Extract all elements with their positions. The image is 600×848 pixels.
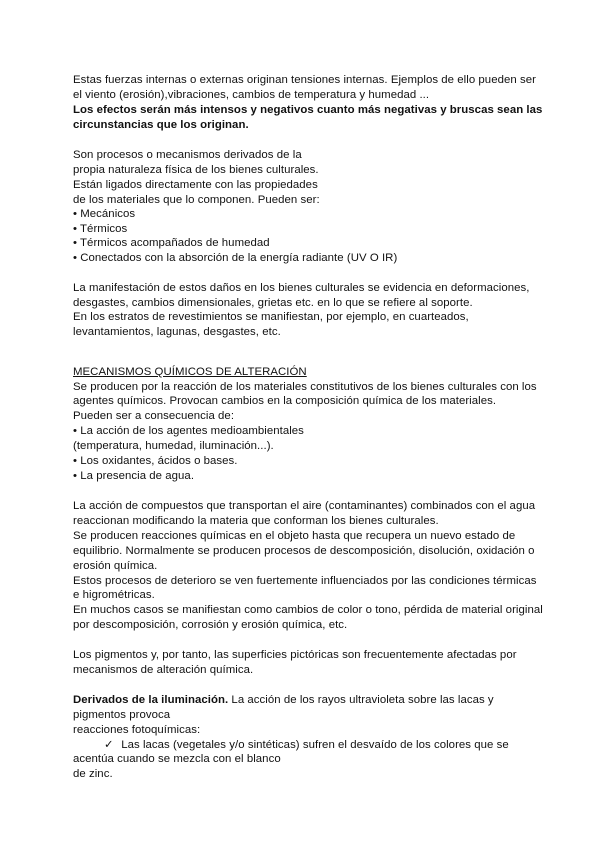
text-line: En muchos casos se manifiestan como cambios de color o tono, pérdida de material original — [73, 604, 543, 616]
bold-statement: Los efectos serán más intensos y negativos cuanto más negativas y bruscas sean las — [73, 104, 543, 116]
paragraph-heading: Derivados de la iluminación. — [73, 694, 229, 706]
text-line: Son procesos o mecanismos derivados de la — [73, 149, 302, 161]
text-line: propia naturaleza física de los bienes culturales. — [73, 164, 319, 176]
list-item: • Los oxidantes, ácidos o bases. — [73, 455, 238, 467]
text-line: desgastes, cambios dimensionales, grietas etc. en lo que se refiere al soporte. — [73, 297, 473, 309]
checklist-item — [104, 738, 509, 752]
text-line: agentes químicos. Provocan cambios en la composición química de los materiales. — [73, 395, 497, 407]
text-line: Estos procesos de deterioro se ven fuertemente influenciados por las condiciones térmicas — [73, 575, 537, 587]
paragraph-text: La acción de los rayos ultravioleta sobre las lacas y — [228, 694, 494, 706]
section-heading: MECANISMOS QUÍMICOS DE ALTERACIÓN — [73, 366, 307, 378]
text-line: Pueden ser a consecuencia de: — [73, 410, 235, 422]
text-line: (temperatura, humedad, iluminación...). — [73, 440, 274, 452]
text-line: acentúa cuando se mezcla con el blanco — [73, 753, 281, 765]
text-line: de zinc. — [73, 768, 113, 780]
list-item: • Térmicos acompañados de humedad — [73, 237, 270, 249]
list-item: • La acción de los agentes medioambientales — [73, 425, 304, 437]
text-line: mecanismos de alteración química. — [73, 664, 254, 676]
text-line: levantamientos, lagunas, desgastes, etc. — [73, 326, 281, 338]
text-line: erosión química. — [73, 560, 158, 572]
text-line: reacciones fotoquímicas: — [73, 724, 201, 736]
list-item: • Mecánicos — [73, 208, 136, 220]
text-line: La manifestación de estos daños en los bienes culturales se evidencia en deformaciones, — [73, 282, 530, 294]
list-item: • Térmicos — [73, 223, 128, 235]
text-line: pigmentos provoca — [73, 709, 171, 721]
text-line: En los estratos de revestimientos se manifiestan, por ejemplo, en cuarteados, — [73, 311, 469, 323]
text-line: Los pigmentos y, por tanto, las superficies pictóricas son frecuentemente afectadas por — [73, 649, 517, 661]
list-item: • Conectados con la absorción de la energía radiante (UV O IR) — [73, 252, 398, 264]
text-line: por descomposición, corrosión y erosión química, etc. — [73, 619, 348, 631]
text-line: el viento (erosión),vibraciones, cambios de temperatura y humedad ... — [73, 89, 430, 101]
text-line — [73, 693, 494, 707]
text-line: Están ligados directamente con las propiedades — [73, 179, 318, 191]
text-line: de los materiales que lo componen. Pueden ser: — [73, 194, 320, 206]
checkmark-icon: ✓ — [104, 739, 114, 751]
text-line: Se producen reacciones químicas en el objeto hasta que recupera un nuevo estado de — [73, 530, 516, 542]
text-line: La acción de compuestos que transportan el aire (contaminantes) combinados con el agua — [73, 500, 536, 512]
text-line: Estas fuerzas internas o externas originan tensiones internas. Ejemplos de ello pueden ser — [73, 74, 536, 86]
checklist-text: Las lacas (vegetales y/o sintéticas) sufren el desvaído de los colores que se — [118, 739, 509, 751]
text-line: equilibrio. Normalmente se producen procesos de descomposición, disolución, oxidación o — [73, 545, 535, 557]
bold-statement: circunstancias que los originan. — [73, 119, 249, 131]
text-line: e higrométricas. — [73, 589, 155, 601]
text-line: reaccionan modificando la materia que conforman los bienes culturales. — [73, 515, 439, 527]
list-item: • La presencia de agua. — [73, 470, 195, 482]
text-line: Se producen por la reacción de los materiales constitutivos de los bienes culturales con los — [73, 381, 537, 393]
